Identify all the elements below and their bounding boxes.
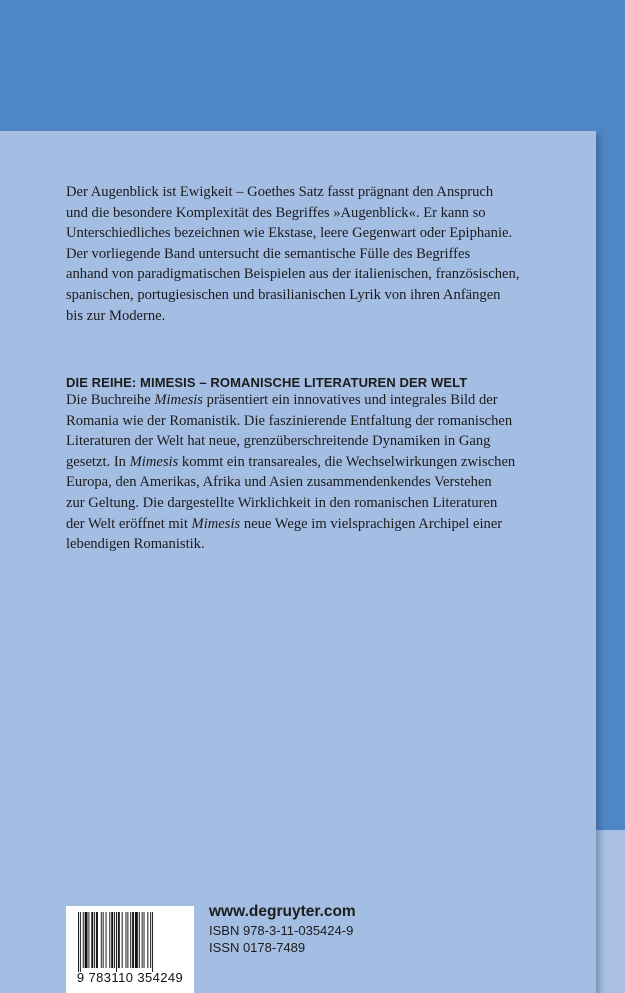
right-edge-strip: [596, 830, 625, 993]
barcode-bar: [150, 912, 151, 968]
series-title-italic: Mimesis: [129, 453, 179, 470]
series-text-fragment: Die Buchreihe: [66, 392, 155, 408]
barcode-bar: [152, 912, 153, 972]
issn-number: ISSN 0178-7489: [209, 940, 306, 955]
barcode-bar: [106, 912, 107, 968]
barcode-bar: [109, 912, 110, 968]
barcode-bar: [132, 912, 134, 968]
barcode-bar: [94, 912, 95, 968]
series-text-line: Literaturen der Welt hat neue, grenzüberschreitende Dynamiken in Gang: [66, 433, 491, 450]
barcode-bar: [122, 912, 123, 968]
barcode-bar: [130, 912, 131, 968]
blurb-line: Unterschiedliches bezeichnen wie Ekstase, leere Gegenwart oder Epiphanie.: [66, 225, 513, 242]
barcode-bar: [80, 912, 81, 972]
barcode-bar: [88, 912, 89, 968]
series-title-italic: Mimesis: [191, 515, 241, 532]
series-text-fragment: neue Wege im vielsprachigen Archipel einer: [240, 515, 503, 532]
blurb-line: Der vorliegende Band untersucht die semantische Fülle des Begriffes: [66, 245, 471, 262]
blurb-line: anhand von paradigmatischen Beispielen aus der italienischen, französischen,: [66, 266, 520, 283]
blurb-line: Der Augenblick ist Ewigkeit – Goethes Satz fasst prägnant den Anspruch: [66, 184, 494, 200]
barcode-bar: [116, 912, 117, 972]
barcode-digits: 9 783110 354249: [76, 970, 184, 985]
publisher-website: www.degruyter.com: [209, 903, 356, 920]
series-text-line: Romania wie der Romanistik. Die faszinierende Entfaltung der romanischen: [66, 412, 513, 429]
barcode-bar: [114, 912, 115, 968]
barcode-bar: [126, 912, 127, 968]
barcode-bars: [78, 912, 184, 972]
barcode-bar: [135, 912, 138, 968]
series-text-fragment: der Welt eröffnet mit: [66, 515, 192, 532]
blurb-line: bis zur Moderne.: [66, 307, 166, 324]
barcode-bar: [78, 912, 79, 972]
barcode-bar: [96, 912, 98, 968]
isbn-number: ISBN 978-3-11-035424-9: [209, 923, 354, 938]
barcode-bar: [101, 912, 102, 968]
barcode-bar: [139, 912, 140, 968]
barcode-bar: [103, 912, 104, 968]
top-color-band: [0, 0, 625, 131]
barcode-bar: [147, 912, 148, 968]
barcode-bar: [142, 912, 143, 968]
series-text-line: Europa, den Amerikas, Afrika und Asien zusammendenkendes Verstehen: [66, 474, 492, 491]
blurb-line: spanischen, portugiesischen und brasilianischen Lyrik von ihren Anfängen: [66, 286, 501, 303]
barcode-bar: [85, 912, 88, 968]
barcode-bar: [118, 912, 120, 968]
series-description: [66, 390, 556, 555]
series-text-fragment: kommt ein transareales, die Wechselwirkungen zwischen: [178, 453, 516, 470]
series-text-line: zur Geltung. Die dargestellte Wirklichkeit in den romanischen Literaturen: [66, 494, 498, 511]
barcode-bar: [111, 912, 113, 968]
series-text-fragment: präsentiert ein innovatives und integrales Bild der: [203, 392, 498, 408]
book-blurb: [66, 182, 556, 326]
barcode-bar: [127, 912, 128, 968]
barcode-bar: [144, 912, 145, 968]
series-title-italic: Mimesis: [154, 392, 203, 408]
series-text-line: lebendigen Romanistik.: [66, 536, 205, 553]
series-heading: DIE REIHE: MIMESIS – ROMANISCHE LITERATUREN DER WELT: [66, 375, 468, 390]
barcode-bar: [83, 912, 84, 968]
publisher-info: [209, 902, 356, 956]
isbn-barcode: [66, 906, 194, 993]
blurb-line: und die besondere Komplexität des Begriffes »Augenblick«. Er kann so: [66, 204, 486, 221]
barcode-bar: [91, 912, 93, 968]
series-text-fragment: gesetzt. In: [66, 453, 130, 470]
